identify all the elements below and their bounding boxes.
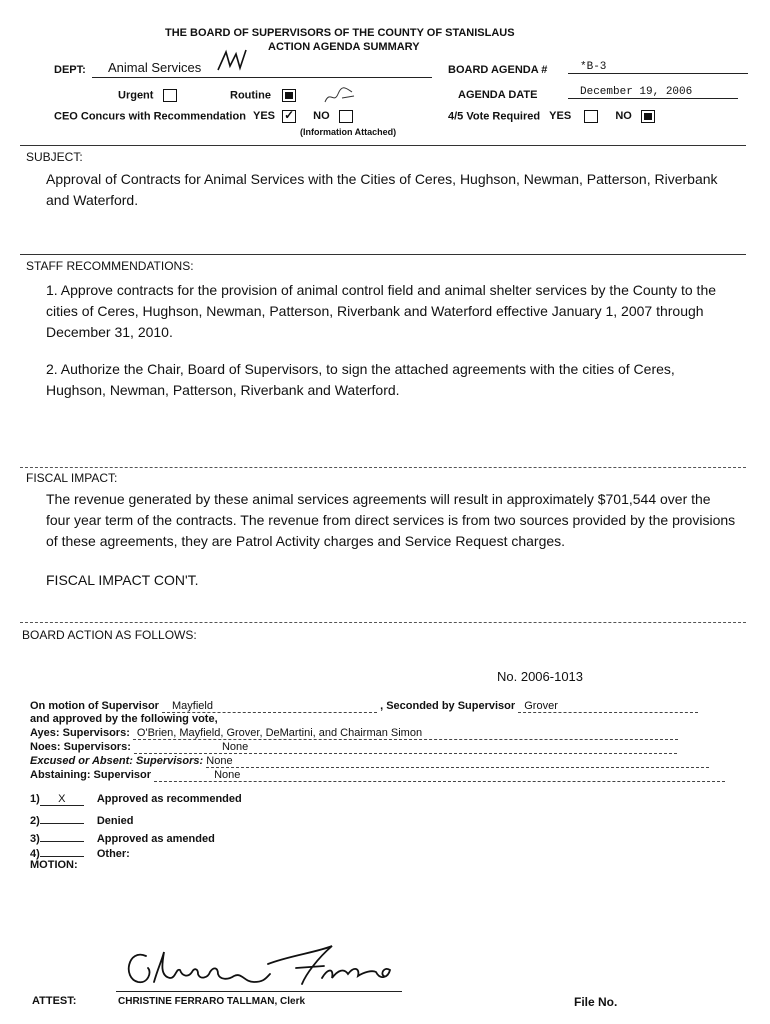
outcome-2 [30, 811, 134, 827]
clerk-name: CHRISTINE FERRARO TALLMAN, Clerk [118, 996, 306, 1007]
outcome-4-label: Other: [96, 848, 130, 860]
seconder-value: Grover [518, 700, 698, 713]
ceo-yes-label: YES [252, 110, 275, 123]
outcome-1 [30, 793, 242, 806]
ayes-row [30, 727, 678, 740]
header-subtitle: ACTION AGENDA SUMMARY [268, 41, 420, 53]
excused-label: Excused or Absent: Supervisors: [30, 755, 204, 767]
header-title: THE BOARD OF SUPERVISORS OF THE COUNTY OF STANISLAUS [165, 27, 515, 39]
vote45-label: 4/5 Vote Required [448, 110, 541, 123]
fiscal-cont: FISCAL IMPACT CON'T. [46, 572, 199, 588]
divider-fiscal [20, 467, 746, 468]
outcome-1-num: 1) [30, 793, 40, 805]
divider-staff [20, 254, 746, 255]
routine-label: Routine [230, 89, 271, 102]
outcome-3-label: Approved as amended [96, 833, 215, 845]
ceo-no-checkbox[interactable] [339, 110, 353, 123]
resolution-number: No. 2006-1013 [497, 669, 584, 684]
ceo-note: (Information Attached) [300, 127, 397, 137]
outcome-4-num: 4) [30, 848, 40, 860]
dept-value-text: Animal Services [108, 60, 202, 75]
board-agenda-value: *B-3 [568, 61, 748, 74]
outcome-1-mark[interactable]: X [40, 793, 84, 806]
ceo-label [54, 110, 353, 123]
ceo-label-text: CEO Concurs with Recommendation [54, 110, 246, 123]
staff-rec-1: 1. Approve contracts for the provision of animal control field and animal shelter services by the County to the cities of Ceres, Hughson, Newman, Patterson, Riverbank and Waterford effective January 1, 2007 through December 31, 2010. [46, 282, 717, 340]
fiscal-heading: FISCAL IMPACT: [26, 471, 118, 485]
ceo-no-label: NO [313, 110, 330, 123]
outcome-2-num: 2) [30, 815, 40, 827]
vote45-no-checkbox[interactable] [641, 110, 655, 123]
board-agenda-label: BOARD AGENDA # [448, 64, 548, 76]
outcome-1-label: Approved as recommended [96, 793, 242, 805]
routine-field [230, 89, 296, 102]
excused-value: None [206, 755, 709, 768]
noes-label: Noes: Supervisors: [30, 741, 131, 753]
dept-value [92, 60, 432, 78]
agenda-date-value: December 19, 2006 [568, 86, 738, 99]
initials-icon [214, 48, 254, 74]
vote45-no-label: NO [615, 110, 632, 123]
file-no-label: File No. [574, 995, 618, 1009]
vote45-yes-checkbox[interactable] [584, 110, 598, 123]
motion-label: MOTION: [30, 859, 78, 871]
urgent-label: Urgent [118, 89, 154, 102]
vote45-yes-label: YES [549, 110, 572, 123]
urgent-field [118, 89, 177, 102]
outcome-3-num: 3) [30, 833, 40, 845]
handwritten-note-icon [322, 84, 358, 108]
noes-row [30, 741, 677, 754]
outcome-4 [30, 844, 130, 860]
ayes-value: O'Brien, Mayfield, Grover, DeMartini, and Chairman Simon [133, 727, 678, 740]
divider-board-action [20, 622, 746, 623]
divider-subject [20, 145, 746, 146]
abstaining-label: Abstaining: Supervisor [30, 769, 152, 781]
signature-icon [118, 938, 398, 992]
ceo-yes-checkbox[interactable] [282, 110, 296, 123]
attest-label: ATTEST: [32, 995, 77, 1007]
ayes-label: Ayes: Supervisors: [30, 727, 130, 739]
outcome-4-mark[interactable] [40, 844, 84, 857]
staff-rec-2: 2. Authorize the Chair, Board of Supervisors, to sign the attached agreements with the cities of Ceres, Hughson, Newman, Patterson, Riverbank and Waterford. [46, 361, 675, 398]
subject-text: Approval of Contracts for Animal Services with the Cities of Ceres, Hughson, Newman, Patterson, Riverbank and Waterford. [46, 171, 718, 208]
clerk-signature [118, 938, 398, 992]
noes-value: None [134, 741, 677, 754]
agenda-date-label: AGENDA DATE [458, 89, 538, 101]
excused-row [30, 755, 709, 768]
board-action-heading: BOARD ACTION AS FOLLOWS: [22, 628, 197, 642]
routine-checkbox[interactable] [282, 89, 296, 102]
urgent-checkbox[interactable] [163, 89, 177, 102]
dept-label: DEPT: [54, 64, 86, 76]
on-motion-label: On motion of Supervisor [30, 700, 159, 712]
vote45-field [448, 110, 655, 123]
mover-value: Mayfield [162, 700, 377, 713]
staff-heading: STAFF RECOMMENDATIONS: [26, 259, 194, 273]
abstaining-value: None [154, 769, 725, 782]
outcome-3-mark[interactable] [40, 829, 84, 842]
outcome-2-mark[interactable] [40, 811, 84, 824]
motion-row [30, 700, 698, 713]
approved-row: and approved by the following vote, [30, 713, 218, 725]
signature-line [116, 991, 402, 992]
abstaining-row [30, 769, 725, 782]
seconded-label: , Seconded by Supervisor [380, 700, 516, 712]
outcome-2-label: Denied [96, 815, 134, 827]
fiscal-text: The revenue generated by these animal services agreements will result in approximately $701,544 over the four year term of the contracts. The revenue from direct services is from two sources provided by the provisions of these agreements, they are Patrol Activity charges and Service Request charges. [46, 491, 736, 549]
outcome-3 [30, 829, 215, 845]
subject-heading: SUBJECT: [26, 150, 83, 164]
